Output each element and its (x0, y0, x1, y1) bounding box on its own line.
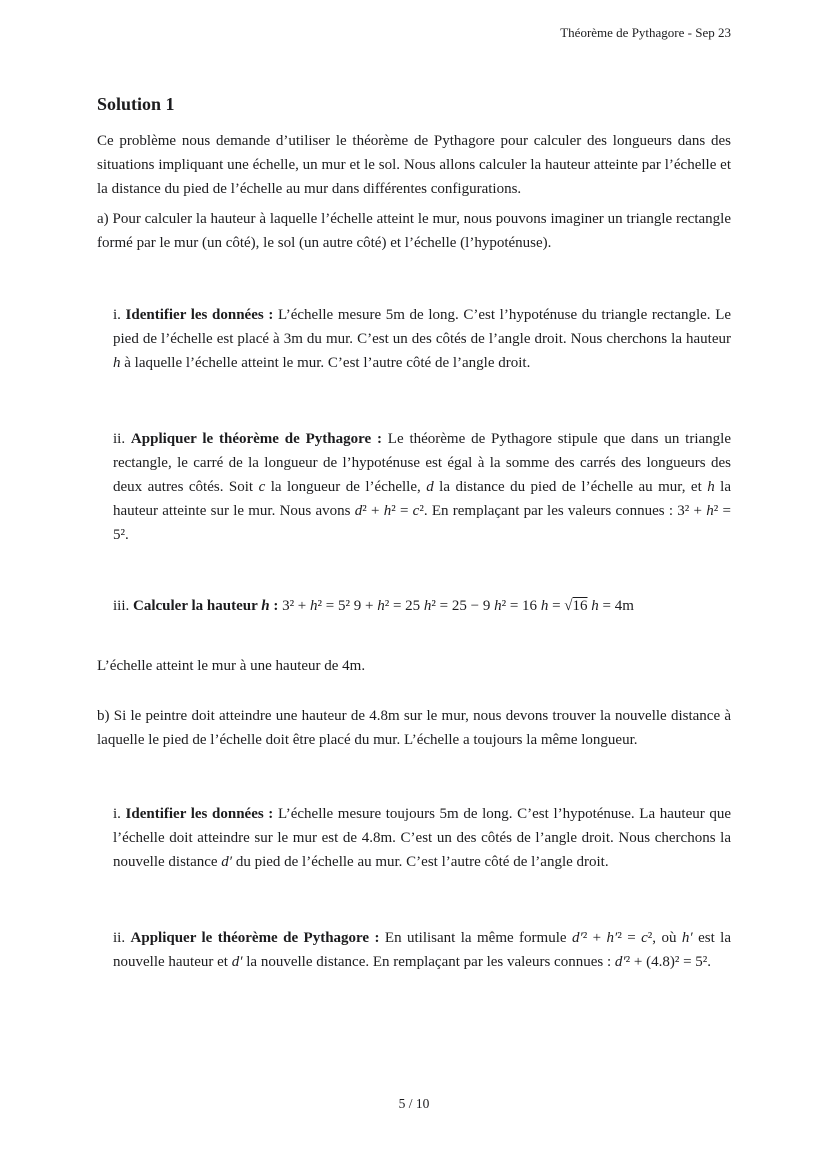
text-segment-m: d′ (571, 930, 583, 946)
text-segment-m: h (591, 598, 599, 614)
text-segment: En utilisant la même formule (384, 930, 572, 946)
text-segment: ² = 25 (384, 598, 424, 614)
text-segment: = √ (548, 598, 573, 614)
text-segment-m: h (383, 503, 392, 519)
document-body (0, 129, 828, 974)
text-segment: la longueur de l’échelle, (265, 479, 427, 495)
text-segment: ² = 5². (113, 503, 731, 543)
list-item-a-ii (113, 427, 731, 547)
text-segment: ² = (617, 930, 642, 946)
text-segment-m: h (540, 598, 549, 614)
text-segment-b: : (269, 598, 283, 614)
page-footer (0, 1096, 828, 1112)
list-item-a-iii (113, 594, 731, 618)
text-segment-m: d′ (221, 854, 233, 870)
text-segment: 3² + (282, 598, 311, 614)
part-b-paragraph (97, 704, 731, 752)
intro-paragraph (97, 129, 731, 201)
text-segment-m: h (113, 355, 121, 371)
text-segment: ² + (362, 503, 384, 519)
text-segment: à laquelle l’échelle atteint le mur. C’est l’autre côté de l’angle droit. (120, 355, 531, 371)
text-segment: la distance du pied de l’échelle au mur, et (433, 479, 708, 495)
header-title: Théorème de Pythagore - Sep 23 (560, 25, 731, 40)
text-segment: b) Si le peintre doit atteindre une hauteur de 4.8m sur le mur, nous devons trouver la nouvelle distance à laquelle le pied de l’échelle doit être placé du mur. L’échelle a toujours la même longueur. (97, 708, 731, 748)
text-segment-m: h (377, 598, 385, 614)
text-segment-m: d′ (614, 954, 626, 970)
text-segment: iii. (113, 598, 134, 614)
text-segment-m: c (412, 503, 420, 519)
text-segment: a) Pour calculer la hauteur à laquelle l’échelle atteint le mur, nous pouvons imaginer un triangle rectangle formé par le mur (un côté), le sol (un autre côté) et l’échelle (l’hypoténuse). (97, 211, 731, 251)
text-segment: L’échelle mesure 5m de long. C’est l’hypoténuse du triangle rectangle. Le pied de l’échelle est placé à 3m du mur. C’est un des côtés de l’angle droit. Nous cherchons la hauteur (113, 307, 732, 347)
text-segment: la hauteur atteinte sur le mur. Nous avons (113, 479, 731, 519)
text-segment-b: Appliquer le théorème de Pythagore : (130, 930, 385, 946)
text-segment: Le théorème de Pythagore stipule que dans un triangle rectangle, le carré de la longueur de l’hypoténuse est égal à la somme des carrés des longueurs des deux autres côtés. Soit (113, 431, 731, 495)
text-segment-m: h′ (681, 930, 693, 946)
list-item-b-i (113, 802, 731, 874)
part-a-paragraph (97, 207, 731, 255)
text-segment: ii. (113, 431, 131, 447)
text-segment-m: h (423, 598, 432, 614)
text-segment-m: c (258, 479, 266, 495)
page-header (0, 0, 828, 40)
text-segment-m: h (310, 598, 318, 614)
text-segment-b: Calculer la hauteur (133, 598, 262, 614)
list-item-b-ii (113, 926, 731, 974)
text-segment: la nouvelle distance. En remplaçant par les valeurs connues : (242, 954, 615, 970)
text-segment: ² = 25 − 9 (431, 598, 495, 614)
text-segment: ², où (647, 930, 682, 946)
text-segment: L’échelle atteint le mur à une hauteur de 4m. (97, 658, 366, 674)
text-segment: ii. (113, 930, 131, 946)
solution-title: Solution 1 (97, 94, 175, 114)
text-segment: i. (113, 307, 126, 323)
text-segment-m: h (494, 598, 502, 614)
text-segment: ² + (4.8)² = 5². (625, 954, 712, 970)
result-a-paragraph (97, 654, 731, 678)
text-segment: ² = (391, 503, 413, 519)
text-segment: = 4m (598, 598, 634, 614)
text-segment-m: h′ (606, 930, 618, 946)
text-segment-bm: h (261, 598, 270, 614)
text-segment-m: d (354, 503, 363, 519)
text-segment: i. (113, 806, 126, 822)
text-segment-b: Identifier les données : (125, 307, 278, 323)
list-item-a-i (113, 303, 731, 375)
text-segment: ² = 16 (501, 598, 541, 614)
text-segment: ² + (582, 930, 607, 946)
text-segment-b: Identifier les données : (125, 806, 278, 822)
text-segment: ² = 5² 9 + (317, 598, 378, 614)
text-segment: L’échelle mesure toujours 5m de long. C’est l’hypoténuse. La hauteur que l’échelle doit atteindre sur le mur est de 4.8m. C’est un des côtés de l’angle droit. Nous cherchons la nouvelle distance (113, 806, 732, 870)
text-segment-sq: 16 (572, 598, 588, 614)
text-segment-m: h (707, 479, 715, 495)
text-segment-m: d (426, 479, 434, 495)
text-segment-b: Appliquer le théorème de Pythagore : (130, 431, 388, 447)
text-segment-m: c (641, 930, 648, 946)
text-segment-m: d′ (231, 954, 243, 970)
text-segment: Ce problème nous demande d’utiliser le théorème de Pythagore pour calculer des longueurs dans des situations impliquant une échelle, un mur et le sol. Nous allons calculer la hauteur atteinte par l’échelle et la distance du pied de l’échelle au mur dans différentes configurations. (97, 133, 731, 197)
text-segment-m: h (706, 503, 714, 519)
text-segment: est la nouvelle hauteur et (113, 930, 731, 970)
page-number: 5 / 10 (398, 1096, 430, 1111)
text-segment: ². En remplaçant par les valeurs connues : 3² + (419, 503, 707, 519)
text-segment: du pied de l’échelle au mur. C’est l’autre côté de l’angle droit. (232, 854, 609, 870)
